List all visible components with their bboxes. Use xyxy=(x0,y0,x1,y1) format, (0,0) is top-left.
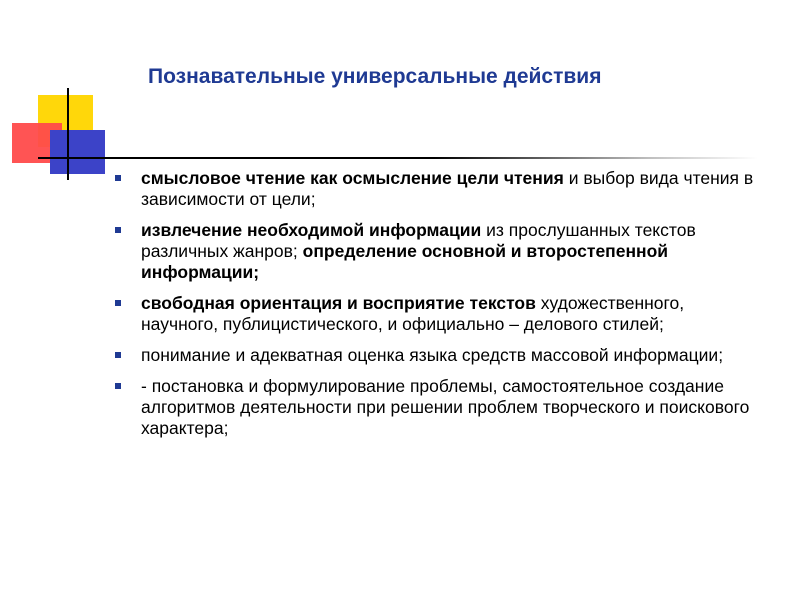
bullet-bold-text: определение основной и второстепенной информации; xyxy=(141,241,669,282)
bullet-bold-text: смысловое чтение как осмысление цели чтения xyxy=(141,168,564,188)
square-bullet-icon xyxy=(115,227,121,233)
bullet-text: - постановка и формулирование проблемы, самостоятельное создание алгоритмов деятельности при решении проблем творческого и поискового характера; xyxy=(141,376,750,438)
square-bullet-icon xyxy=(115,383,121,389)
bullet-text: и выбор вида чтения в зависимости от цели; xyxy=(141,168,754,209)
bullet-text: художественного, научного, публицистического, и официально – делового стилей; xyxy=(141,293,685,334)
title-divider-line xyxy=(38,157,758,159)
list-item xyxy=(115,293,755,335)
slide-title: Познавательные универсальные действия xyxy=(148,65,602,88)
list-item xyxy=(115,345,755,366)
bullet-text: из прослушанных текстов различных жанров; xyxy=(141,220,696,261)
square-bullet-icon xyxy=(115,300,121,306)
decor-square-blue xyxy=(50,130,105,174)
square-bullet-icon xyxy=(115,352,121,358)
list-item xyxy=(115,376,755,439)
bullet-text: понимание и адекватная оценка языка средств массовой информации; xyxy=(141,345,724,365)
bullet-bold-text: свободная ориентация и восприятие текстов xyxy=(141,293,536,313)
bullet-list xyxy=(115,168,755,449)
list-item xyxy=(115,220,755,283)
list-item xyxy=(115,168,755,210)
decor-vertical-line xyxy=(67,88,69,180)
bullet-bold-text: извлечение необходимой информации xyxy=(141,220,482,240)
square-bullet-icon xyxy=(115,175,121,181)
